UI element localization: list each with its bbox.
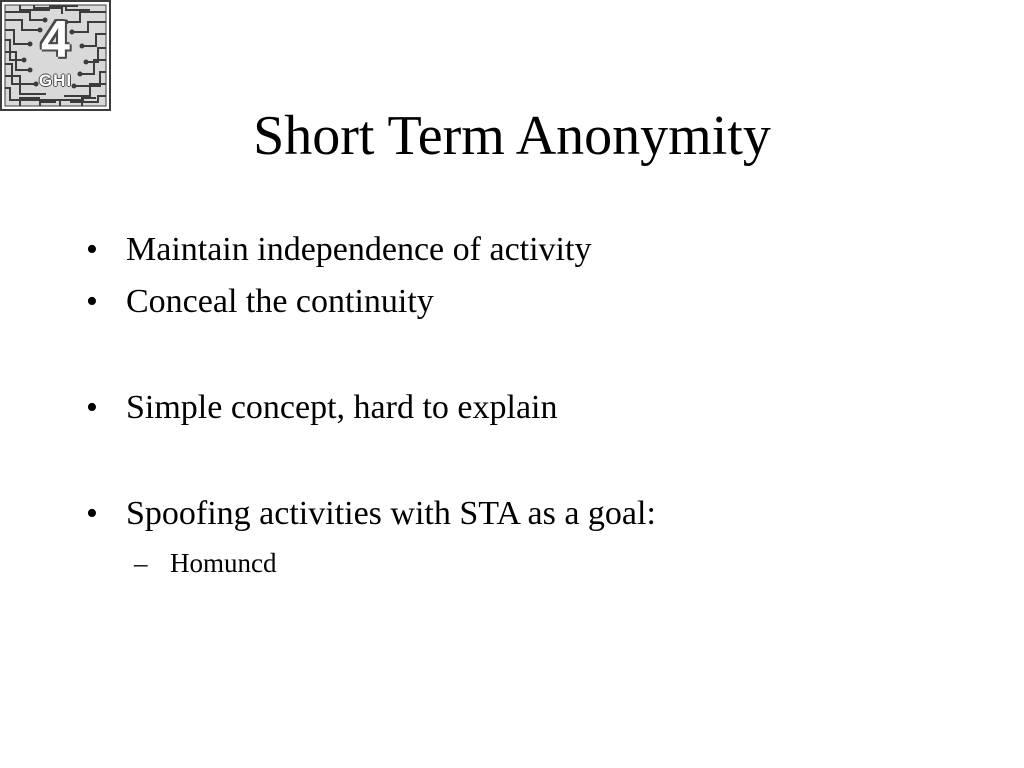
bullet-item <box>86 224 986 276</box>
bullet-text: Conceal the continuity <box>126 283 434 320</box>
slide-title: Short Term Anonymity <box>253 105 771 167</box>
bullet-item <box>86 382 986 434</box>
logo <box>0 0 111 111</box>
bullet-text: Maintain independence of activity <box>126 231 592 268</box>
sub-bullet-marker: – <box>134 548 148 578</box>
logo-digit: 4 <box>41 11 70 69</box>
bullet-text: Spoofing activities with STA as a goal: <box>126 495 656 532</box>
sub-bullet-item <box>86 540 986 586</box>
bullet-item <box>86 488 986 540</box>
bullet-marker: • <box>86 231 98 268</box>
bullet-marker: • <box>86 283 98 320</box>
sub-bullet-text: Homuncd <box>170 548 277 578</box>
logo-label: GHI <box>38 71 73 90</box>
bullet-list <box>86 224 986 586</box>
circuit-board-icon <box>0 0 111 111</box>
bullet-marker: • <box>86 389 98 426</box>
bullet-text: Simple concept, hard to explain <box>126 389 558 426</box>
bullet-marker: • <box>86 495 98 532</box>
bullet-item <box>86 276 986 328</box>
